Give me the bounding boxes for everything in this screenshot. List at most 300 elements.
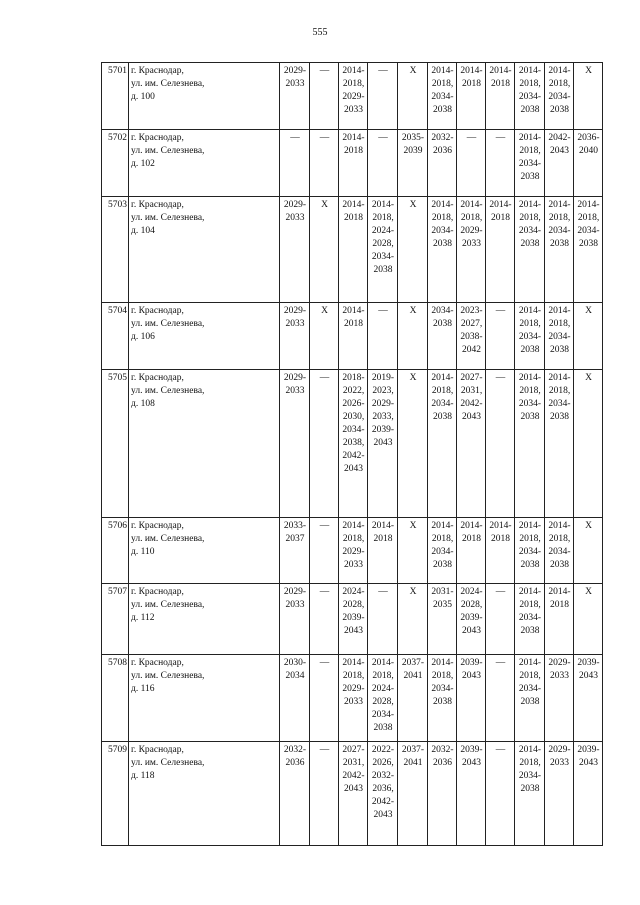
period-cell	[398, 63, 428, 130]
period-line: 2018	[491, 534, 510, 544]
period-line: 2028,	[342, 600, 365, 610]
period-line: 2014-	[431, 658, 454, 668]
period-line: —	[319, 658, 330, 668]
period-line: 2034-	[371, 252, 395, 262]
period-line: 2029-	[283, 66, 307, 76]
period-line: 2018,	[342, 671, 365, 681]
period-line: 2029-	[342, 92, 365, 102]
period-line: 2014-	[342, 133, 365, 143]
row-number: 5706	[102, 518, 129, 584]
table-row	[102, 655, 603, 742]
period-line: 2014-	[577, 200, 600, 210]
period-cell	[545, 63, 574, 130]
period-cell	[310, 63, 339, 130]
period-line: 2027-	[342, 745, 365, 755]
period-line: 2036	[285, 758, 305, 768]
period-line: 2036-	[577, 133, 600, 143]
period-line: 2018	[344, 213, 363, 223]
period-cell	[515, 197, 545, 303]
period-cell	[398, 655, 428, 742]
period-line: 2014-	[548, 200, 571, 210]
period-line: 2014-	[342, 66, 365, 76]
period-cell	[339, 197, 368, 303]
period-line: 2018,	[460, 213, 483, 223]
period-cell	[545, 655, 574, 742]
period-line: 2038	[550, 345, 569, 355]
period-line: 2038	[433, 697, 452, 707]
address-line: д. 104	[131, 226, 155, 236]
period-line: 2018,	[372, 213, 394, 223]
period-line: 2018,	[342, 534, 365, 544]
row-number: 5707	[102, 584, 129, 655]
period-line: 2043	[344, 626, 363, 636]
row-number: 5701	[102, 63, 129, 130]
period-line: 2018,	[548, 79, 571, 89]
address-line: г. Краснодар,	[131, 658, 184, 668]
period-line: —	[319, 587, 330, 597]
period-line: 2018,	[519, 79, 541, 89]
address-line: ул. им. Селезнева,	[131, 79, 205, 89]
period-line: 2018-	[342, 373, 365, 383]
address-line: г. Краснодар,	[131, 587, 184, 597]
period-line: 2029-	[548, 658, 571, 668]
period-line: 2018	[344, 146, 363, 156]
period-line: —	[378, 133, 388, 143]
period-line: 2014-	[548, 373, 571, 383]
period-line: 2034-	[548, 399, 571, 409]
period-line: 2018,	[548, 534, 571, 544]
address-line: д. 102	[131, 159, 155, 169]
period-line: 2034-	[518, 684, 542, 694]
period-line: 2018	[491, 79, 510, 89]
period-line: 2043	[373, 810, 393, 820]
period-line: 2037-	[401, 745, 425, 755]
period-line: 2014-	[518, 373, 542, 383]
period-line: 2014-	[460, 521, 483, 531]
period-cell	[368, 655, 398, 742]
period-line: 2019-	[371, 373, 395, 383]
period-line: 2029-	[283, 200, 307, 210]
period-line: 2029-	[283, 373, 307, 383]
period-cell	[457, 303, 486, 370]
period-line: 2034-	[548, 332, 571, 342]
period-line: X	[585, 373, 592, 383]
period-line: 2036	[433, 758, 452, 768]
period-cell	[280, 130, 310, 197]
period-line: —	[495, 373, 506, 383]
period-line: 2034-	[431, 684, 454, 694]
table-row	[102, 303, 603, 370]
period-line: 2029-	[342, 547, 365, 557]
period-line: 2042	[462, 345, 481, 355]
table-body	[102, 63, 603, 846]
period-line: 2018	[373, 534, 393, 544]
period-cell	[280, 303, 310, 370]
period-line: 2018,	[519, 213, 541, 223]
period-line: 2014-	[518, 306, 542, 316]
period-line: 2038	[433, 319, 452, 329]
period-cell	[574, 518, 603, 584]
period-line: 2033	[285, 600, 305, 610]
period-line: 2043	[344, 464, 363, 474]
period-line: 2043	[344, 784, 363, 794]
period-line: 2037-	[401, 658, 425, 668]
period-line: 2034-	[518, 771, 542, 781]
row-number: 5702	[102, 130, 129, 197]
period-line: 2043	[579, 671, 598, 681]
period-cell	[515, 370, 545, 518]
period-line: 2014-	[371, 200, 395, 210]
period-line: 2018,	[519, 146, 541, 156]
period-line: 2029-	[371, 399, 395, 409]
period-line: 2018,	[431, 386, 454, 396]
period-line: 2033	[550, 671, 569, 681]
period-cell	[515, 303, 545, 370]
period-line: 2043	[550, 146, 569, 156]
address-cell	[129, 303, 280, 370]
period-cell	[457, 370, 486, 518]
period-line: —	[378, 66, 388, 76]
period-line: 2014-	[548, 306, 571, 316]
period-line: 2041	[403, 671, 423, 681]
address-cell	[129, 370, 280, 518]
period-line: 2034-	[548, 226, 571, 236]
period-cell	[339, 130, 368, 197]
period-cell	[574, 655, 603, 742]
period-line: X	[585, 66, 592, 76]
period-line: —	[319, 66, 330, 76]
period-line: 2032-	[431, 133, 454, 143]
period-cell	[310, 655, 339, 742]
address-line: г. Краснодар,	[131, 745, 184, 755]
period-cell	[280, 655, 310, 742]
period-cell	[486, 742, 515, 846]
period-line: 2034-	[371, 710, 395, 720]
period-cell	[310, 518, 339, 584]
row-number: 5703	[102, 197, 129, 303]
period-line: 2038	[373, 723, 393, 733]
period-line: 2031-	[431, 587, 454, 597]
period-cell	[486, 63, 515, 130]
period-line: 2042-	[548, 133, 571, 143]
period-line: X	[409, 66, 417, 76]
period-line: 2018,	[519, 386, 541, 396]
period-line: 2038	[579, 239, 598, 249]
period-cell	[457, 518, 486, 584]
period-line: 2028,	[372, 239, 394, 249]
period-cell	[428, 584, 457, 655]
period-line: 2038	[433, 412, 452, 422]
period-line: 2039-	[371, 425, 395, 435]
period-line: 2024-	[371, 684, 395, 694]
address-cell	[129, 63, 280, 130]
period-line: 2018,	[519, 758, 541, 768]
period-line: 2035	[433, 600, 452, 610]
period-line: —	[466, 133, 477, 143]
period-line: 2014-	[431, 66, 454, 76]
period-line: 2018,	[519, 534, 541, 544]
address-cell	[129, 518, 280, 584]
period-cell	[339, 303, 368, 370]
period-cell	[457, 742, 486, 846]
period-line: X	[585, 587, 592, 597]
period-line: 2029-	[283, 587, 307, 597]
period-cell	[486, 370, 515, 518]
period-line: 2032-	[283, 745, 307, 755]
period-cell	[398, 584, 428, 655]
period-line: 2029-	[342, 684, 365, 694]
period-line: 2018,	[342, 79, 365, 89]
period-line: —	[378, 306, 388, 316]
period-line: 2014-	[518, 745, 542, 755]
period-line: 2033	[344, 560, 363, 570]
period-cell	[574, 130, 603, 197]
period-line: 2038	[520, 697, 540, 707]
period-cell	[280, 584, 310, 655]
period-line: 2038-	[460, 332, 483, 342]
table-row	[102, 197, 603, 303]
period-cell	[486, 518, 515, 584]
period-line: 2032-	[371, 771, 395, 781]
period-cell	[515, 130, 545, 197]
period-cell	[574, 63, 603, 130]
period-cell	[368, 518, 398, 584]
address-line: ул. им. Селезнева,	[131, 600, 205, 610]
period-line: 2030,	[342, 412, 365, 422]
period-line: —	[319, 133, 330, 143]
period-cell	[545, 584, 574, 655]
period-line: X	[409, 521, 417, 531]
period-line: 2042-	[371, 797, 395, 807]
period-line: 2034-	[518, 547, 542, 557]
period-cell	[310, 303, 339, 370]
period-cell	[398, 518, 428, 584]
period-line: 2038	[433, 239, 452, 249]
period-line: 2031,	[460, 386, 483, 396]
period-line: 2014-	[548, 66, 571, 76]
period-cell	[368, 303, 398, 370]
period-cell	[486, 303, 515, 370]
period-line: X	[321, 306, 328, 316]
address-cell	[129, 742, 280, 846]
address-line: г. Краснодар,	[131, 521, 184, 531]
period-line: 2014-	[518, 66, 542, 76]
period-cell	[428, 130, 457, 197]
period-line: 2043	[373, 438, 393, 448]
period-cell	[280, 197, 310, 303]
period-line: 2014-	[371, 521, 395, 531]
period-cell	[428, 742, 457, 846]
row-number: 5704	[102, 303, 129, 370]
period-line: 2042-	[342, 771, 365, 781]
period-cell	[310, 742, 339, 846]
period-line: 2018,	[431, 79, 454, 89]
housing-schedule-table	[101, 62, 603, 846]
period-cell	[515, 655, 545, 742]
table-row	[102, 518, 603, 584]
period-line: 2033	[285, 386, 305, 396]
period-line: X	[321, 200, 328, 210]
period-line: 2018,	[548, 386, 571, 396]
period-line: 2033	[462, 239, 481, 249]
period-line: 2034-	[548, 547, 571, 557]
period-cell	[398, 303, 428, 370]
period-line: 2014-	[371, 658, 395, 668]
period-line: 2043	[462, 412, 481, 422]
period-cell	[545, 518, 574, 584]
address-line: ул. им. Селезнева,	[131, 213, 205, 223]
address-line: ул. им. Селезнева,	[131, 319, 205, 329]
period-cell	[398, 742, 428, 846]
address-cell	[129, 197, 280, 303]
period-line: 2034-	[518, 226, 542, 236]
table-row	[102, 63, 603, 130]
period-line: 2038,	[342, 438, 365, 448]
period-line: 2014-	[518, 521, 542, 531]
period-line: 2038	[520, 345, 540, 355]
period-line: 2018,	[577, 213, 600, 223]
period-line: 2027-	[460, 373, 483, 383]
period-cell	[428, 655, 457, 742]
period-cell	[368, 130, 398, 197]
period-cell	[574, 742, 603, 846]
period-cell	[339, 655, 368, 742]
period-line: 2026,	[372, 758, 394, 768]
period-cell	[398, 370, 428, 518]
period-line: 2018,	[519, 671, 541, 681]
period-cell	[280, 518, 310, 584]
address-line: г. Краснодар,	[131, 373, 184, 383]
address-line: д. 116	[131, 684, 155, 694]
period-line: 2038	[520, 412, 540, 422]
period-line: 2034-	[518, 613, 542, 623]
address-line: д. 108	[131, 399, 155, 409]
table-row	[102, 742, 603, 846]
period-cell	[428, 518, 457, 584]
address-line: г. Краснодар,	[131, 306, 184, 316]
period-line: 2033	[550, 758, 569, 768]
period-line: —	[378, 587, 388, 597]
address-cell	[129, 655, 280, 742]
period-line: 2014-	[518, 133, 542, 143]
period-line: 2018	[344, 319, 363, 329]
period-line: 2043	[462, 626, 481, 636]
period-line: 2038	[520, 105, 540, 115]
period-line: 2028,	[460, 600, 483, 610]
period-line: 2018,	[431, 671, 454, 681]
address-line: г. Краснодар,	[131, 66, 184, 76]
period-cell	[428, 303, 457, 370]
period-cell	[515, 584, 545, 655]
period-cell	[310, 584, 339, 655]
period-line: 2014-	[548, 521, 571, 531]
period-line: 2032-	[431, 745, 454, 755]
period-line: 2038	[520, 239, 540, 249]
period-line: 2022,	[342, 386, 365, 396]
period-line: —	[319, 373, 330, 383]
period-cell	[515, 518, 545, 584]
period-cell	[368, 63, 398, 130]
period-line: 2018	[550, 600, 569, 610]
period-line: X	[409, 373, 417, 383]
period-line: 2028,	[372, 697, 394, 707]
period-cell	[486, 130, 515, 197]
period-line: 2014-	[489, 521, 512, 531]
period-line: 2043	[462, 671, 481, 681]
period-line: 2034-	[431, 547, 454, 557]
period-line: 2018,	[431, 213, 454, 223]
period-line: 2014-	[431, 373, 454, 383]
address-line: ул. им. Селезнева,	[131, 534, 205, 544]
period-line: 2034-	[518, 92, 542, 102]
period-line: 2018,	[431, 534, 454, 544]
period-line: 2033-	[283, 521, 307, 531]
period-line: 2039-	[577, 745, 600, 755]
period-line: —	[495, 745, 506, 755]
period-line: 2038	[520, 784, 540, 794]
period-line: —	[319, 521, 330, 531]
period-line: 2040	[579, 146, 598, 156]
period-cell	[428, 63, 457, 130]
period-cell	[368, 197, 398, 303]
period-cell	[368, 370, 398, 518]
period-cell	[457, 584, 486, 655]
period-line: 2014-	[489, 66, 512, 76]
table-row	[102, 130, 603, 197]
period-line: 2024-	[342, 587, 365, 597]
period-line: 2039-	[460, 613, 483, 623]
period-line: X	[409, 306, 417, 316]
period-line: 2014-	[518, 200, 542, 210]
period-line: 2042-	[460, 399, 483, 409]
period-line: 2034-	[431, 226, 454, 236]
address-line: д. 106	[131, 332, 155, 342]
period-cell	[457, 63, 486, 130]
period-line: 2033	[285, 213, 305, 223]
page-number: 555	[312, 27, 328, 38]
address-cell	[129, 584, 280, 655]
period-line: —	[495, 306, 506, 316]
period-line: 2039-	[460, 745, 483, 755]
period-line: —	[495, 133, 506, 143]
period-cell	[574, 197, 603, 303]
period-line: 2029-	[460, 226, 483, 236]
period-line: 2034-	[518, 332, 542, 342]
period-line: 2014-	[431, 200, 454, 210]
period-cell	[574, 370, 603, 518]
period-line: 2039-	[342, 613, 365, 623]
period-cell	[545, 742, 574, 846]
period-line: 2038	[550, 105, 569, 115]
row-number: 5709	[102, 742, 129, 846]
period-line: 2038	[433, 560, 452, 570]
period-line: 2036,	[372, 784, 394, 794]
table-row	[102, 584, 603, 655]
address-cell	[129, 130, 280, 197]
period-line: 2026-	[342, 399, 365, 409]
period-line: 2042-	[342, 451, 365, 461]
period-line: 2014-	[342, 658, 365, 668]
period-cell	[398, 130, 428, 197]
period-line: 2038	[373, 265, 393, 275]
address-line: ул. им. Селезнева,	[131, 671, 205, 681]
period-line: 2034-	[342, 425, 365, 435]
period-line: 2014-	[342, 521, 365, 531]
address-line: ул. им. Селезнева,	[131, 146, 205, 156]
period-line: X	[585, 521, 592, 531]
period-line: 2034-	[431, 92, 454, 102]
period-line: 2022-	[371, 745, 395, 755]
